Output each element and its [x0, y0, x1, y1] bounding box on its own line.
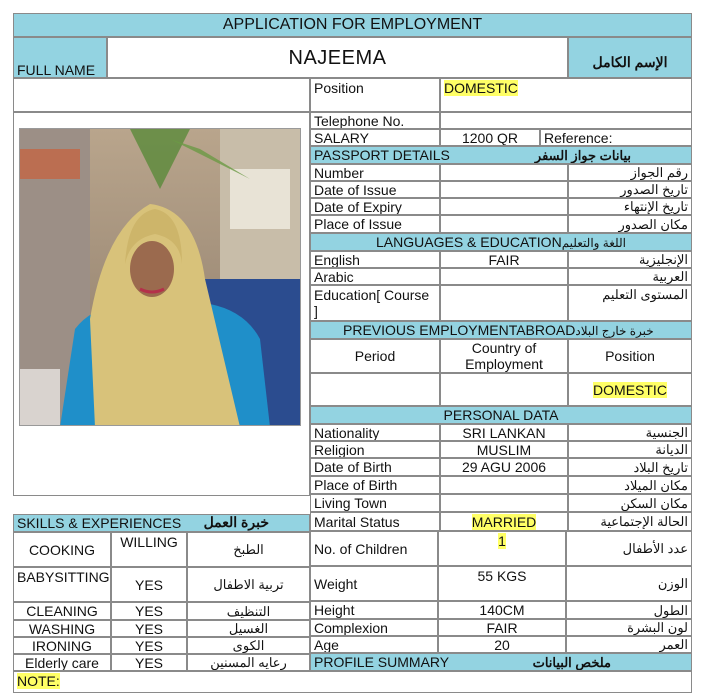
marital-ar: الحالة الإجتماعية: [568, 512, 692, 531]
profile-summary-label: PROFILE SUMMARY: [314, 654, 450, 670]
previous-employment-header: [310, 321, 692, 339]
arabic-value: [440, 268, 568, 285]
children-value: 1: [498, 533, 506, 549]
skill-babysitting-value: YES: [111, 567, 187, 602]
full-name-label: FULL NAME: [13, 37, 107, 78]
arabic-label: Arabic: [310, 268, 440, 285]
profile-summary-header: [310, 653, 692, 671]
height-value: 140CM: [438, 601, 566, 619]
full-name-ar: الإسم الكامل: [568, 37, 692, 78]
town-value: [440, 494, 568, 512]
passport-number-ar: رقم الجواز: [568, 164, 692, 181]
skill-cooking-ar: الطبخ: [187, 532, 310, 567]
town-ar: مكان السكن: [568, 494, 692, 512]
blank-cell: [13, 78, 310, 112]
dob-ar: تاريخ البلاد: [568, 458, 692, 476]
skill-ironing-value: YES: [111, 637, 187, 654]
skill-ironing-ar: الكوى: [187, 637, 310, 654]
languages-header: [310, 233, 692, 251]
english-value: FAIR: [440, 251, 568, 268]
children-ar: عدد الأطفال: [566, 531, 692, 566]
previous-employment-ar: خبرة خارج البلاد: [575, 324, 654, 338]
skill-cooking: COOKING: [13, 532, 111, 567]
note-row: [13, 671, 692, 693]
dob-label: Date of Birth: [310, 458, 440, 476]
form-title: APPLICATION FOR EMPLOYMENT: [13, 13, 692, 37]
pob-value: [440, 476, 568, 494]
pob-ar: مكان الميلاد: [568, 476, 692, 494]
passport-number-value: [440, 164, 568, 181]
col-position: Position: [568, 339, 692, 373]
marital-value-cell: [440, 512, 568, 531]
marital-value: MARRIED: [471, 514, 537, 530]
marital-label: Marital Status: [310, 512, 440, 531]
note-label: NOTE:: [17, 673, 60, 689]
town-label: Living Town: [310, 494, 440, 512]
employment-position-cell: [568, 373, 692, 406]
col-period: Period: [310, 339, 440, 373]
height-ar: الطول: [566, 601, 692, 619]
passport-issue-ar: تاريخ الصدور: [568, 181, 692, 198]
children-label: No. of Children: [310, 531, 438, 566]
weight-value: 55 KGS: [438, 566, 566, 601]
passport-header-ar: بيانات جواز السفر: [534, 148, 631, 163]
col-country: Country of Employment: [440, 339, 568, 373]
skill-washing-value: YES: [111, 620, 187, 637]
complexion-label: Complexion: [310, 619, 438, 636]
dob-value: 29 AGU 2006: [440, 458, 568, 476]
previous-employment-label: PREVIOUS EMPLOYMENTABROAD: [343, 322, 576, 338]
nationality-label: Nationality: [310, 424, 440, 441]
passport-header: [310, 146, 692, 164]
employment-position: DOMESTIC: [593, 381, 667, 398]
skill-cleaning-ar: التنظيف: [187, 602, 310, 620]
skill-elderly-care: Elderly care: [13, 654, 111, 671]
languages-header-label: LANGUAGES & EDUCATION: [376, 234, 562, 250]
skill-cleaning: CLEANING: [13, 602, 111, 620]
age-value: 20: [438, 636, 566, 653]
passport-expiry-ar: تاريخ الإنتهاء: [568, 198, 692, 215]
education-value: [440, 285, 568, 321]
passport-place-value: [440, 215, 568, 233]
education-label: Education[ Course ]: [310, 285, 440, 321]
skill-willing-label: WILLING: [111, 532, 187, 567]
passport-number-label: Number: [310, 164, 440, 181]
arabic-ar: العربية: [568, 268, 692, 285]
education-ar: المستوى التعليم: [568, 285, 692, 321]
religion-ar: الديانة: [568, 441, 692, 458]
children-value-cell: [438, 531, 566, 566]
skill-babysitting-ar: تربية الاطفال: [187, 567, 310, 602]
reference-label: Reference:: [540, 129, 692, 146]
pob-label: Place of Birth: [310, 476, 440, 494]
employment-country: [440, 373, 568, 406]
passport-issue-value: [440, 181, 568, 198]
age-label: Age: [310, 636, 438, 653]
passport-expiry-label: Date of Expiry: [310, 198, 440, 215]
skill-ironing: IRONING: [13, 637, 111, 654]
nationality-value: SRI LANKAN: [440, 424, 568, 441]
skill-elderly-care-ar: رعايه المسنين: [187, 654, 310, 671]
telephone-value: [440, 112, 692, 129]
passport-header-label: PASSPORT DETAILS: [314, 147, 450, 163]
religion-label: Religion: [310, 441, 440, 458]
skill-washing-ar: الغسيل: [187, 620, 310, 637]
position-value-cell: [440, 78, 692, 112]
age-ar: العمر: [566, 636, 692, 653]
profile-summary-ar: ملخص البيانات: [532, 655, 611, 670]
skills-header-ar: خبرة العمل: [203, 514, 269, 530]
skill-babysitting: BABYSITTING: [13, 567, 111, 602]
height-label: Height: [310, 601, 438, 619]
skill-cleaning-value: YES: [111, 602, 187, 620]
weight-ar: الوزن: [566, 566, 692, 601]
passport-place-label: Place of Issue: [310, 215, 440, 233]
religion-value: MUSLIM: [440, 441, 568, 458]
passport-place-ar: مكان الصدور: [568, 215, 692, 233]
salary-label: SALARY: [310, 129, 440, 146]
nationality-ar: الجنسية: [568, 424, 692, 441]
salary-value: 1200 QR: [440, 129, 540, 146]
languages-header-ar: اللغة والتعليم: [561, 236, 626, 250]
skill-washing: WASHING: [13, 620, 111, 637]
passport-expiry-value: [440, 198, 568, 215]
full-name-value: NAJEEMA: [107, 37, 568, 78]
applicant-photo: [19, 128, 301, 426]
complexion-value: FAIR: [438, 619, 566, 636]
passport-issue-label: Date of Issue: [310, 181, 440, 198]
weight-label: Weight: [310, 566, 438, 601]
position-label: Position: [310, 78, 440, 112]
skills-header: [13, 514, 310, 532]
complexion-ar: لون البشرة: [566, 619, 692, 636]
telephone-label: Telephone No.: [310, 112, 440, 129]
english-ar: الإنجليزية: [568, 251, 692, 268]
skills-header-label: SKILLS & EXPERIENCES: [17, 515, 182, 531]
english-label: English: [310, 251, 440, 268]
personal-header: PERSONAL DATA: [310, 406, 692, 424]
skill-elderly-care-value: YES: [111, 654, 187, 671]
position-value: DOMESTIC: [444, 80, 518, 96]
employment-period: [310, 373, 440, 406]
